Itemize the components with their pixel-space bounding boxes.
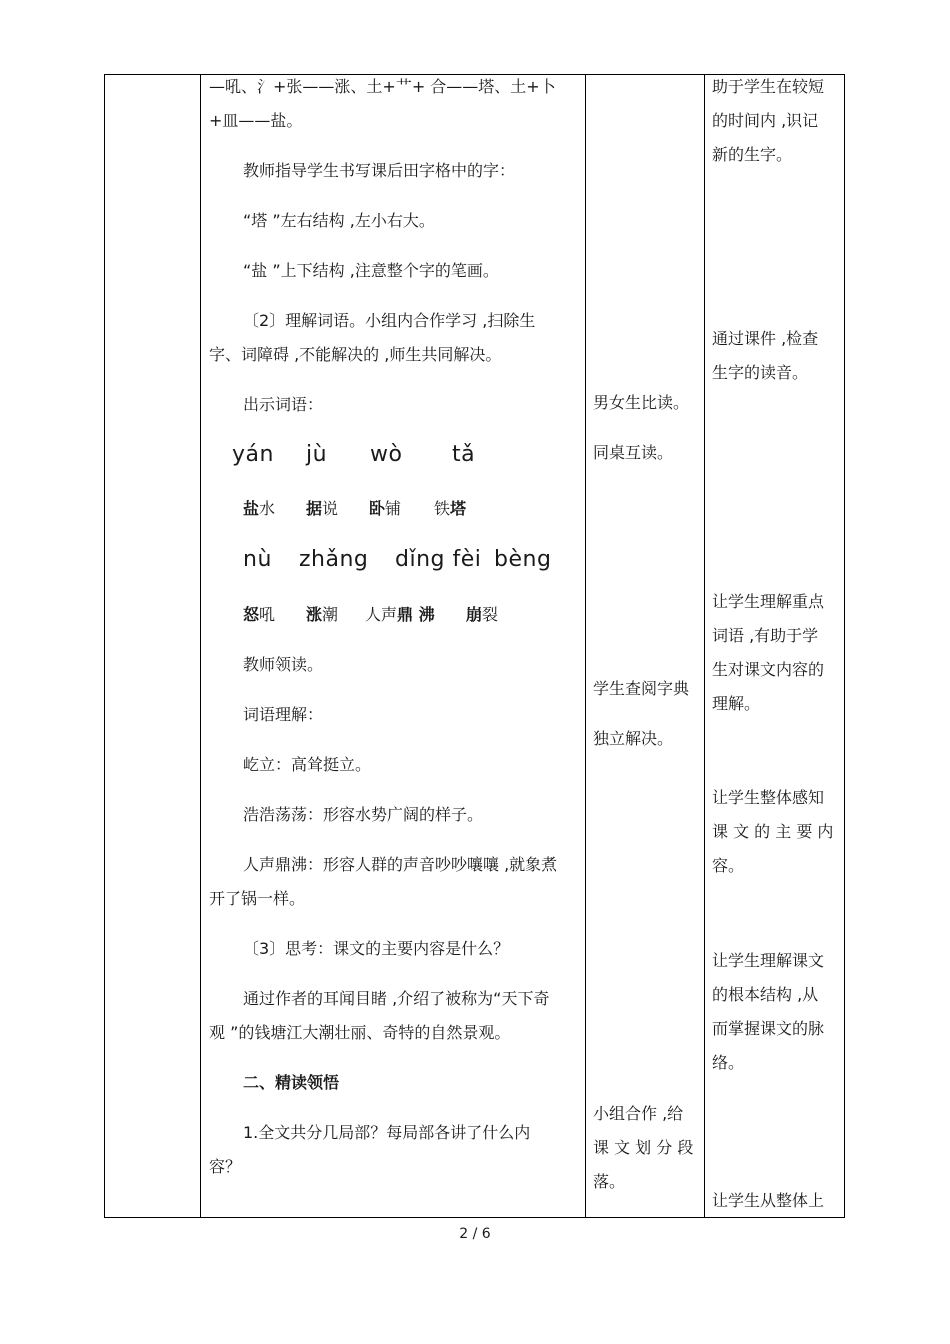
intent-text: 理解。	[712, 694, 761, 713]
intent-text: 让学生从整体上	[712, 1191, 825, 1210]
pinyin: nù	[243, 547, 272, 572]
paragraph: 出示词语：	[243, 395, 324, 414]
word: 铁塔	[434, 499, 467, 518]
word: 涨潮	[306, 605, 339, 624]
activity-text: 同桌互读。	[593, 443, 674, 462]
paragraph: 字、词障碍 ,不能解决的 ,师生共同解决。	[209, 345, 502, 364]
activity-text: 课 文 划 分 段	[593, 1138, 694, 1157]
column-divider	[200, 75, 201, 1217]
intent-text: 生对课文内容的	[712, 660, 825, 679]
activity-text: 小组合作 ,给	[593, 1104, 684, 1123]
pinyin: bèng	[494, 547, 552, 572]
paragraph: 观 ”的钱塘江大潮壮丽、奇特的自然景观。	[209, 1023, 511, 1042]
activity-text: 落。	[593, 1172, 626, 1191]
paragraph: 浩浩荡荡：形容水势广阔的样子。	[243, 805, 484, 824]
activity-text: 独立解决。	[593, 729, 674, 748]
pinyin: jù	[306, 442, 328, 467]
intent-text: 的时间内 ,识记	[712, 111, 819, 130]
paragraph: 〔2〕理解词语。小组内合作学习 ,扫除生	[243, 311, 536, 330]
paragraph: 教师领读。	[243, 655, 324, 674]
pinyin: tǎ	[452, 442, 476, 467]
paragraph: “塔 ”左右结构 ,左小右大。	[243, 211, 435, 230]
word: 人声鼎 沸	[365, 605, 435, 624]
pinyin-row	[0, 438, 600, 472]
paragraph: 容？	[209, 1157, 242, 1176]
pinyin: yán	[232, 442, 274, 467]
strokes-line: +皿——盐。	[209, 111, 303, 130]
column-divider	[585, 75, 586, 1217]
page-number: 2 / 6	[459, 1226, 491, 1242]
paragraph: 人声鼎沸：形容人群的声音吵吵嚷嚷 ,就象煮	[243, 855, 558, 874]
intent-text: 助于学生在较短	[712, 77, 825, 96]
pinyin-row	[0, 543, 600, 577]
intent-text: 络。	[712, 1053, 745, 1072]
word-row	[0, 492, 600, 526]
word: 崩裂	[466, 605, 499, 624]
section-heading: 二、精读领悟	[243, 1073, 340, 1092]
pinyin: wò	[370, 442, 403, 467]
paragraph: 开了锅一样。	[209, 889, 306, 908]
paragraph: 词语理解：	[243, 705, 324, 724]
word: 盐水	[243, 499, 276, 518]
intent-text: 让学生理解重点	[712, 592, 825, 611]
intent-text: 容。	[712, 856, 745, 875]
activity-text: 学生查阅字典	[593, 679, 690, 698]
intent-text: 让学生理解课文	[712, 951, 825, 970]
intent-text: 生字的读音。	[712, 363, 809, 382]
intent-text: 而掌握课文的脉	[712, 1019, 825, 1038]
intent-text: 通过课件 ,检查	[712, 329, 819, 348]
pinyin: zhǎng	[299, 547, 369, 572]
intent-text: 词语 ,有助于学	[712, 626, 819, 645]
strokes-line: —吼、氵+张——涨、土+艹+ 合——塔、土+卜	[209, 77, 556, 96]
paragraph: 通过作者的耳闻目睹 ,介绍了被称为“天下奇	[243, 989, 550, 1008]
intent-text: 的根本结构 ,从	[712, 985, 819, 1004]
word: 怒吼	[243, 605, 276, 624]
intent-text: 新的生字。	[712, 145, 793, 164]
activity-text: 男女生比读。	[593, 393, 690, 412]
intent-text: 课 文 的 主 要 内	[712, 822, 834, 841]
paragraph: 教师指导学生书写课后田字格中的字：	[243, 161, 516, 180]
paragraph: 屹立：高耸挺立。	[243, 755, 372, 774]
pinyin: dǐng fèi	[395, 547, 482, 572]
paragraph: 1.全文共分几局部？每局部各讲了什么内	[243, 1123, 531, 1142]
word-row	[0, 598, 600, 632]
word: 卧铺	[369, 499, 402, 518]
paragraph: 〔3〕思考：课文的主要内容是什么？	[243, 939, 510, 958]
paragraph: “盐 ”上下结构 ,注意整个字的笔画。	[243, 261, 499, 280]
intent-text: 让学生整体感知	[712, 788, 825, 807]
column-divider	[704, 75, 705, 1217]
word: 据说	[306, 499, 339, 518]
